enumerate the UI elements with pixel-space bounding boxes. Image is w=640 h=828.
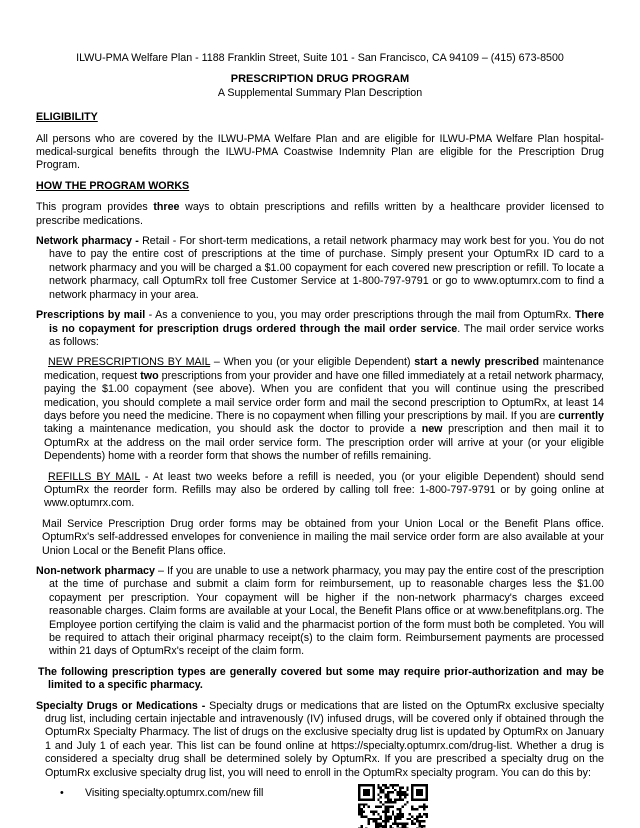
heading-eligibility: ELIGIBILITY (36, 111, 98, 124)
plan-address-line: ILWU-PMA Welfare Plan - 1188 Franklin Street, Suite 101 - San Francisco, CA 94109 – (415) 673-8500 (76, 52, 564, 64)
non-network-pharmacy-paragraph: Non-network pharmacy – If you are unable to use a network pharmacy, you may pay the entire cost of the prescription at the time of purchase and submit a claim form for reimbursement, up to reasonable charges less the $1.00 copayment per prescription. Your copayment will be higher if the non-network pharmacy's charges exceed reasonable charges. Claim forms are available at your Local, the Benefit Plans office or at www.benefitplans.org. The Employee portion certifying the claim is valid and the pharmacist portion of the form must both be completed. You will be required to attach their original pharmacy receipt(s) to the claim form. Reimbursement payments are processed within 21 days of OptumRx's receipt of the claim form. (36, 565, 605, 658)
qr-code (358, 784, 428, 828)
eligibility-paragraph: All persons who are covered by the ILWU-PMA Welfare Plan and are eligible for ILWU-PMA Welfare Plan hospital-medical-surgical benefits through the ILWU-PMA Coastwise Indemnity Plan are eligible for the Prescription Drug Program. (36, 132, 604, 172)
specialty-drugs-paragraph: Specialty Drugs or Medications - Specialty drugs or medications that are listed on the OptumRx exclusive specialty drug list, including certain injectable and intravenously (IV) infused drugs, will be covered only if obtained through the OptumRx Specialty Pharmacy. The list of drugs on the exclusive specialty drug list is updated by OptumRx on January 1 and July 1 of each year. This list can be found online at https://specialty.optumrx.com/drug-list. Whether a drug is considered a specialty drug shall be determined solely by OptumRx. If you are prescribed a specialty drug on the OptumRx exclusive specialty drug list, you will need to enroll in the OptumRx specialty program. You can do this by: (36, 699, 604, 779)
specialty-enroll-list-item (60, 787, 604, 800)
heading-how-the-program-works: HOW THE PROGRAM WORKS (36, 179, 190, 192)
program-intro-paragraph: This program provides three ways to obtain prescriptions and refills written by a healthcare provider licensed to prescribe medications. (36, 201, 604, 227)
bullet-icon: • (60, 787, 64, 800)
refills-by-mail-paragraph: REFILLS BY MAIL - At least two weeks before a refill is needed, you (or your eligible Dependent) should send OptumRx the reorder form. Refills may also be ordered by calling toll free: 1-800-797-9791 or by going online at www.optumrx.com. (44, 470, 604, 510)
new-prescriptions-by-mail-paragraph: NEW PRESCRIPTIONS BY MAIL – When you (or your eligible Dependent) start a newly prescribed maintenance medication, request two prescriptions from your provider and have one filled immediately at a retail network pharmacy, paying the $1.00 copayment (see above). When you are confident that you will continue using the prescribed medication, you should complete a mail service order form and mail the second prescription to OptumRx, at least 14 days before you need the medicine. There is no copayment when filling your prescriptions by mail. If you are currently taking a maintenance medication, you should ask the doctor to provide a new prescription and then mail it to OptumRx at the address on the mail order service form. The prescription order will arrive at your (or your eligible Dependents) home with a reorder form that shows the number of refills remaining. (44, 356, 605, 463)
prescriptions-by-mail-paragraph: Prescriptions by mail - As a convenience to you, you may order prescriptions through the mail from OptumRx. There is no copayment for prescription drugs ordered through the mail order service. The mail order service works as follows: (36, 309, 604, 348)
covered-types-note: The following prescription types are generally covered but some may require prior-authorization and may be limited to a specific pharmacy. (38, 665, 604, 692)
document-subtitle: A Supplemental Summary Plan Description (217, 86, 423, 99)
network-pharmacy-paragraph: Network pharmacy - Retail - For short-term medications, a retail network pharmacy may work best for you. You do not have to pay the entire cost of prescriptions at the time of purchase. Simply present your OptumRx ID card to a network pharmacy and you will be charged a $1.00 copayment for each covered new prescription or refill. To locate a network pharmacy, call OptumRx toll free Customer Service at 1-800-797-9791 or go to www.optumrx.com to find a network pharmacy in your area. (36, 235, 604, 301)
document-title: PRESCRIPTION DRUG PROGRAM (230, 73, 410, 86)
mail-service-forms-paragraph: Mail Service Prescription Drug order forms may be obtained from your Union Local or the Benefit Plans office. OptumRx's self-addressed envelopes for convenience in mailing the mail service order form are also available at your Union Local or the Benefit Plans office. (42, 517, 604, 557)
bullet-item-text: Visiting specialty.optumrx.com/new fill (85, 787, 264, 800)
